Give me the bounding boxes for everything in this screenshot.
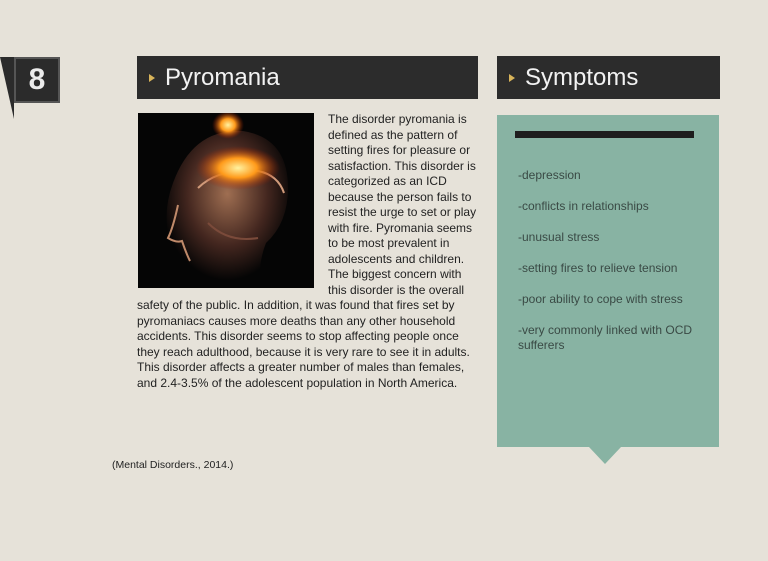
- panel-divider: [515, 131, 694, 138]
- symptoms-title-bar: [497, 56, 720, 99]
- pyromania-title-bar: [137, 56, 478, 99]
- pyromania-description: [137, 112, 480, 391]
- panel-pointer: [589, 447, 621, 464]
- citation: (Mental Disorders., 2014.): [112, 459, 234, 471]
- symptoms-title: Symptoms: [525, 63, 639, 91]
- symptom-item: -depression: [518, 168, 581, 182]
- symptom-item: -poor ability to cope with stress: [518, 292, 683, 306]
- symptom-item: -setting fires to relieve tension: [518, 261, 678, 275]
- pyromania-description-text: The disorder pyromania is defined as the pattern of setting fires for pleasure or satisfaction. This disorder is categorized as an ICD because the person fails to resist the urge to set or play with fire. Pyromania seems to be most prevalent in adolescents and children. The biggest concern with this disorder is the overall safety of the public. In addition, it was found that fires set by pyromaniacs causes more deaths than any other household accidents. This disorder seems to stop affecting people once they reach adulthood, because it is very rare to see it in adults. This disorder affects a greater number of males than females, and 2.4-3.5% of the adolescent population in North America.: [137, 112, 477, 390]
- symptoms-panel: [497, 115, 719, 447]
- slide-number-tab: [0, 57, 14, 119]
- symptom-list: [518, 168, 703, 369]
- symptom-item: -unusual stress: [518, 230, 600, 244]
- slide-number-label: 8: [14, 57, 60, 103]
- image-wrap-spacer: [137, 112, 328, 296]
- slide-number: [0, 57, 60, 119]
- symptom-item: -very commonly linked with OCD sufferers: [518, 323, 693, 352]
- arrow-bullet-icon: [509, 74, 515, 82]
- pyromania-title: Pyromania: [165, 63, 280, 91]
- arrow-bullet-icon: [149, 74, 155, 82]
- symptom-item: -conflicts in relationships: [518, 199, 649, 213]
